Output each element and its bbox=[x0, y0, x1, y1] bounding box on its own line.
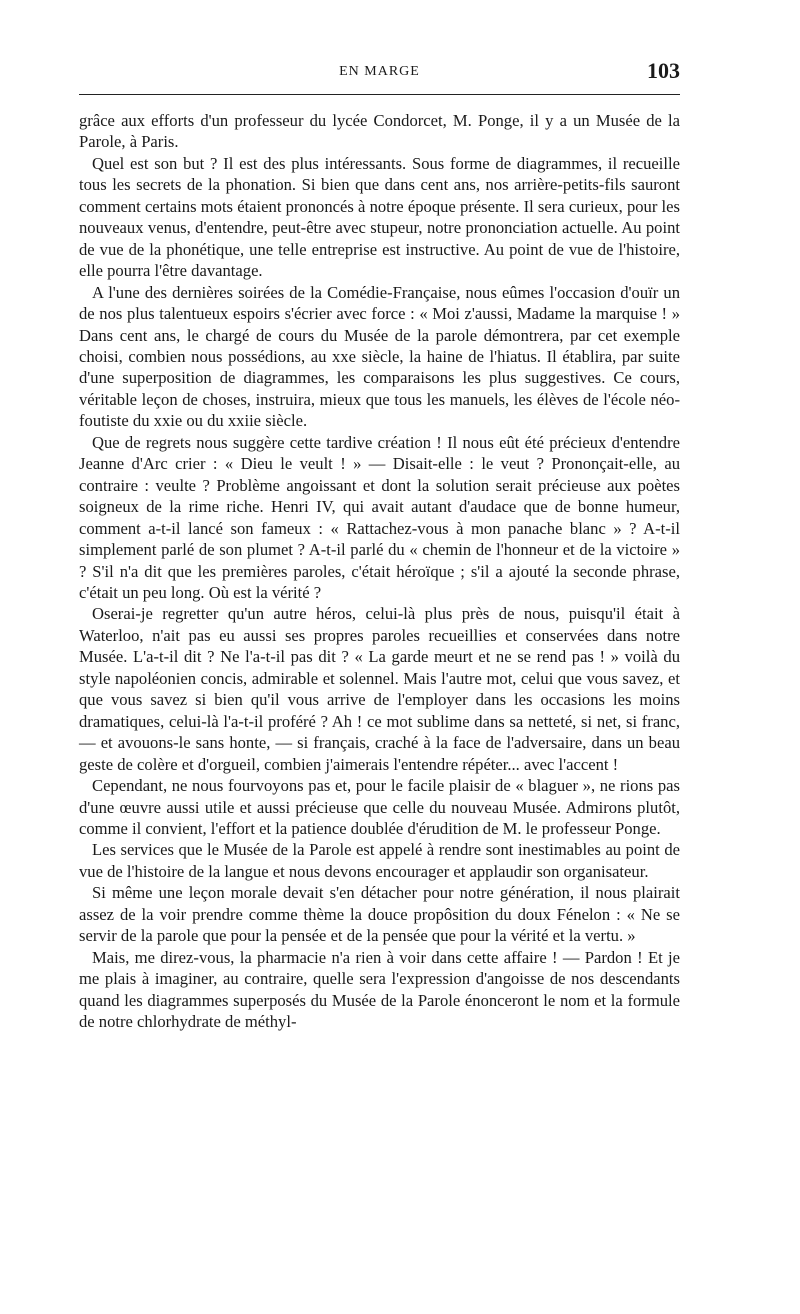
paragraph: A l'une des dernières soirées de la Comédie-Française, nous eûmes l'occasion d'ouïr un de nos plus talentueux espoirs s'écrier avec force : « Moi z'aussi, Madame la marquise ! » Dans cent ans, le chargé de cours du Musée de la parole démontrera, par cet exemple choisi, combien nous possédions, au xxe siècle, la haine de l'hiatus. Il établira, par suite d'une superposition de diagrammes, les comparaisons les plus suggestives. Ce cours, véritable leçon de choses, instruira, mieux que tous les manuels, les élèves de l'école néo-foutiste du xxie ou du xxiie siècle. bbox=[79, 282, 680, 431]
paragraph: Mais, me direz-vous, la pharmacie n'a rien à voir dans cette affaire ! — Pardon ! Et je me plais à imaginer, au contraire, quelle sera l'expression d'angoisse de nos descendants quand les diagrammes superposés du Musée de la Parole énonceront le nom et la formule de notre chlorhydrate de méthyl- bbox=[79, 947, 680, 1032]
page-number: 103 bbox=[647, 58, 680, 83]
paragraph: Si même une leçon morale devait s'en détacher pour notre génération, il nous plairait assez de la voir prendre comme thème la douce propôsition du doux Fénelon : « Ne se servir de la parole que pour la pensée et de la pensée que pour la vérité et la vertu. » bbox=[79, 883, 680, 946]
body-text bbox=[79, 110, 680, 1032]
paragraph: Cependant, ne nous fourvoyons pas et, pour le facile plaisir de « blaguer », ne rions pas d'une œuvre aussi utile et aussi précieuse que celle du nouveau Musée. Admirons plutôt, comme il convient, l'effort et la patience doublée d'érudition de M. le professeur Ponge. bbox=[79, 776, 680, 838]
paragraph: Les services que le Musée de la Parole est appelé à rendre sont inestimables au point de vue de l'histoire de la langue et nous devons encourager et applaudir son organisateur. bbox=[79, 840, 680, 881]
paragraph: Quel est son but ? Il est des plus intéressants. Sous forme de diagrammes, il recueille tous les secrets de la phonation. Si bien que dans cent ans, nos arrière-petits-fils sauront comment certains mots étaient prononcés à notre époque présente. Il sera curieux, pour les nouveaux venus, d'entendre, peut-être avec stupeur, notre prononciation actuelle. Au point de vue de la phonétique, une telle entreprise est instructive. Au point de vue de l'histoire, elle pourra l'être davantage. bbox=[79, 153, 680, 281]
paragraph: grâce aux efforts d'un professeur du lycée Condorcet, M. Ponge, il y a un Musée de la Parole, à Paris. bbox=[79, 111, 680, 152]
header-rule bbox=[79, 94, 680, 95]
paragraph: Que de regrets nous suggère cette tardive création ! Il nous eût été précieux d'entendre Jeanne d'Arc crier : « Dieu le veult ! » — Disait-elle : le veut ? Prononçait-elle, au contraire : veulte ? Problème angoissant et dont la solution serait précieuse aux poètes soigneux de la rime riche. Henri IV, qui avait autant d'audace que de bonne humeur, comment a-t-il lancé son fameux : « Rattachez-vous à mon panache blanc » ? A-t-il simplement parlé de son plumet ? A-t-il parlé du « chemin de l'honneur et de la victoire » ? S'il n'a dit que les premières paroles, c'était héroïque ; s'il a ajouté la seconde phrase, c'était un peu long. Où est la vérité ? bbox=[79, 432, 680, 602]
running-title: EN MARGE bbox=[339, 64, 420, 79]
running-head bbox=[79, 58, 680, 90]
paragraph: Oserai-je regretter qu'un autre héros, celui-là plus près de nous, puisqu'il était à Waterloo, n'ait pas eu aussi ses propres paroles recueillies et conservées dans notre Musée. L'a-t-il dit ? Ne l'a-t-il pas dit ? « La garde meurt et ne se rend pas ! » voilà du style napoléonien concis, admirable et solennel. Mais l'autre mot, celui que vous savez, et que vous savez si bien qu'il vous arrive de l'employer dans les occasions les moins dramatiques, celui-là l'a-t-il proféré ? Ah ! ce mot sublime dans sa netteté, si net, si franc, — et avouons-le sans honte, — si français, craché à la face de l'adversaire, dans un beau geste de colère et d'orgueil, combien j'aimerais l'entendre répéter... avec l'accent ! bbox=[79, 604, 680, 774]
